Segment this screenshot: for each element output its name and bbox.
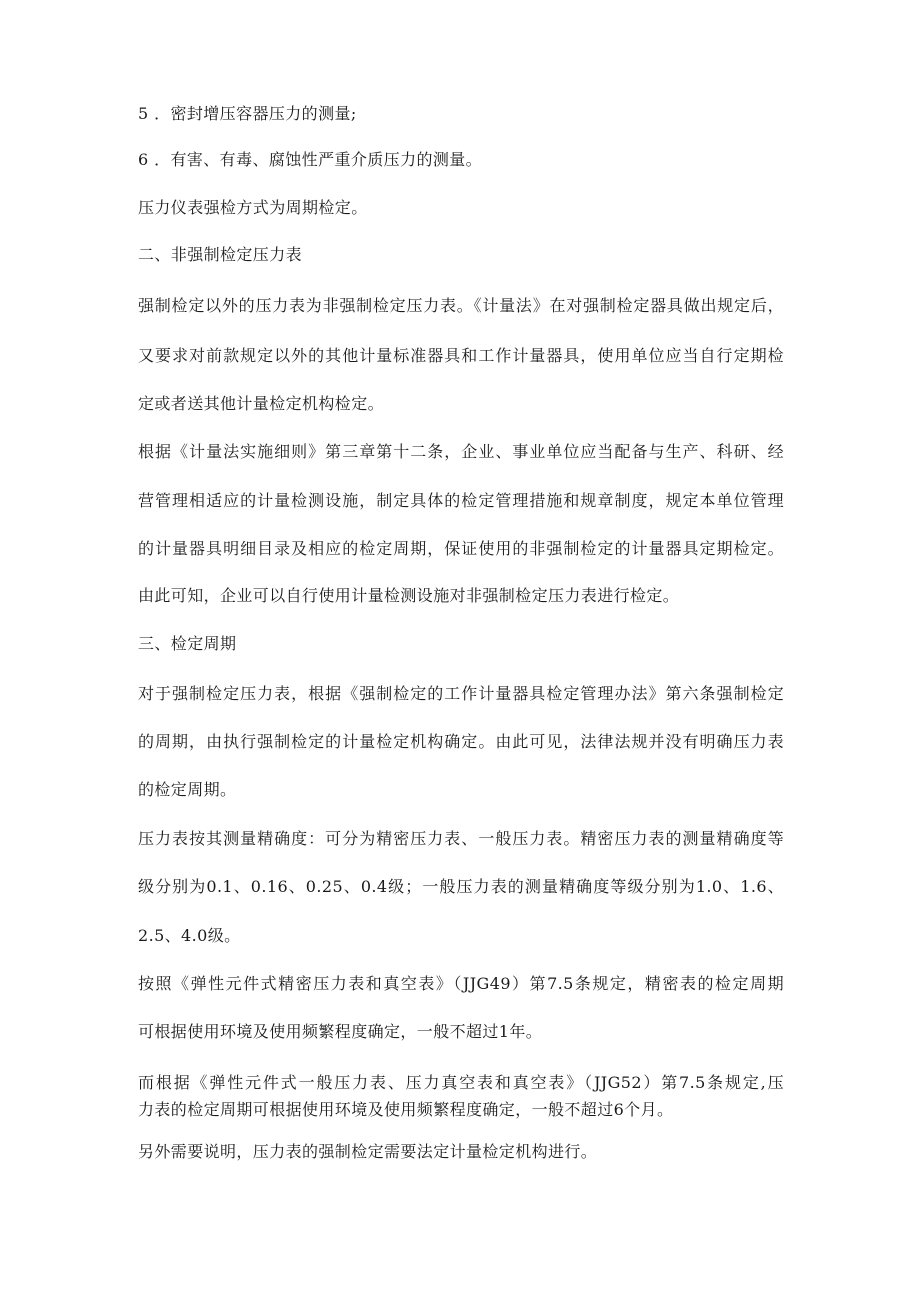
paragraph-line: 强制检定以外的压力表为非强制检定压力表。《计量法》在对强制检定器具做出规定后， xyxy=(138,296,784,315)
paragraph-line: 级分别为0.1、0.16、0.25、0.4级；一般压力表的测量精确度等级分别为1.0、1.6、 xyxy=(138,877,784,896)
paragraph-line: 而根据《弹性元件式一般压力表、压力真空表和真空表》（JJG52）第7.5条规定,压 xyxy=(138,1073,784,1092)
paragraph-line: 压力表按其测量精确度：可分为精密压力表、一般压力表。精密压力表的测量精确度等 xyxy=(138,829,784,848)
list-item-6: 6 ．有害、有毒、腐蚀性严重介质压力的测量。 xyxy=(138,150,483,169)
paragraph-line: 可根据使用环境及使用频繁程度确定，一般不超过1年。 xyxy=(138,1022,543,1041)
paragraph-line: 根据《计量法实施细则》第三章第十二条，企业、事业单位应当配备与生产、科研、经 xyxy=(138,442,784,461)
list-item-5: 5 ．密封增压容器压力的测量; xyxy=(138,104,357,123)
paragraph-line: 2.5、4.0级。 xyxy=(138,926,241,945)
paragraph-line: 营管理相适应的计量检测设施，制定具体的检定管理措施和规章制度，规定本单位管理 xyxy=(138,491,784,510)
paragraph-line: 压力仪表强检方式为周期检定。 xyxy=(138,198,368,217)
section-heading-2: 二、非强制检定压力表 xyxy=(138,245,303,264)
paragraph-line: 的周期，由执行强制检定的计量检定机构确定。由此可见，法律法规并没有明确压力表 xyxy=(138,732,784,751)
paragraph-line: 又要求对前款规定以外的其他计量标准器具和工作计量器具，使用单位应当自行定期检 xyxy=(138,346,784,365)
paragraph-line: 对于强制检定压力表，根据《强制检定的工作计量器具检定管理办法》第六条强制检定 xyxy=(138,684,784,703)
paragraph-line: 按照《弹性元件式精密压力表和真空表》（JJG49）第7.5条规定，精密表的检定周期 xyxy=(138,974,784,993)
paragraph-line: 定或者送其他计量检定机构检定。 xyxy=(138,394,385,413)
paragraph-line: 由此可知，企业可以自行使用计量检测设施对非强制检定压力表进行检定。 xyxy=(138,586,680,605)
paragraph-line: 的计量器具明细目录及相应的检定周期，保证使用的非强制检定的计量器具定期检定。 xyxy=(138,539,784,558)
paragraph-line: 力表的检定周期可根据使用环境及使用频繁程度确定，一般不超过6个月。 xyxy=(138,1100,674,1119)
paragraph-line: 的检定周期。 xyxy=(138,780,237,799)
paragraph-line: 另外需要说明，压力表的强制检定需要法定计量检定机构进行。 xyxy=(138,1142,598,1161)
section-heading-3: 三、检定周期 xyxy=(138,634,237,653)
